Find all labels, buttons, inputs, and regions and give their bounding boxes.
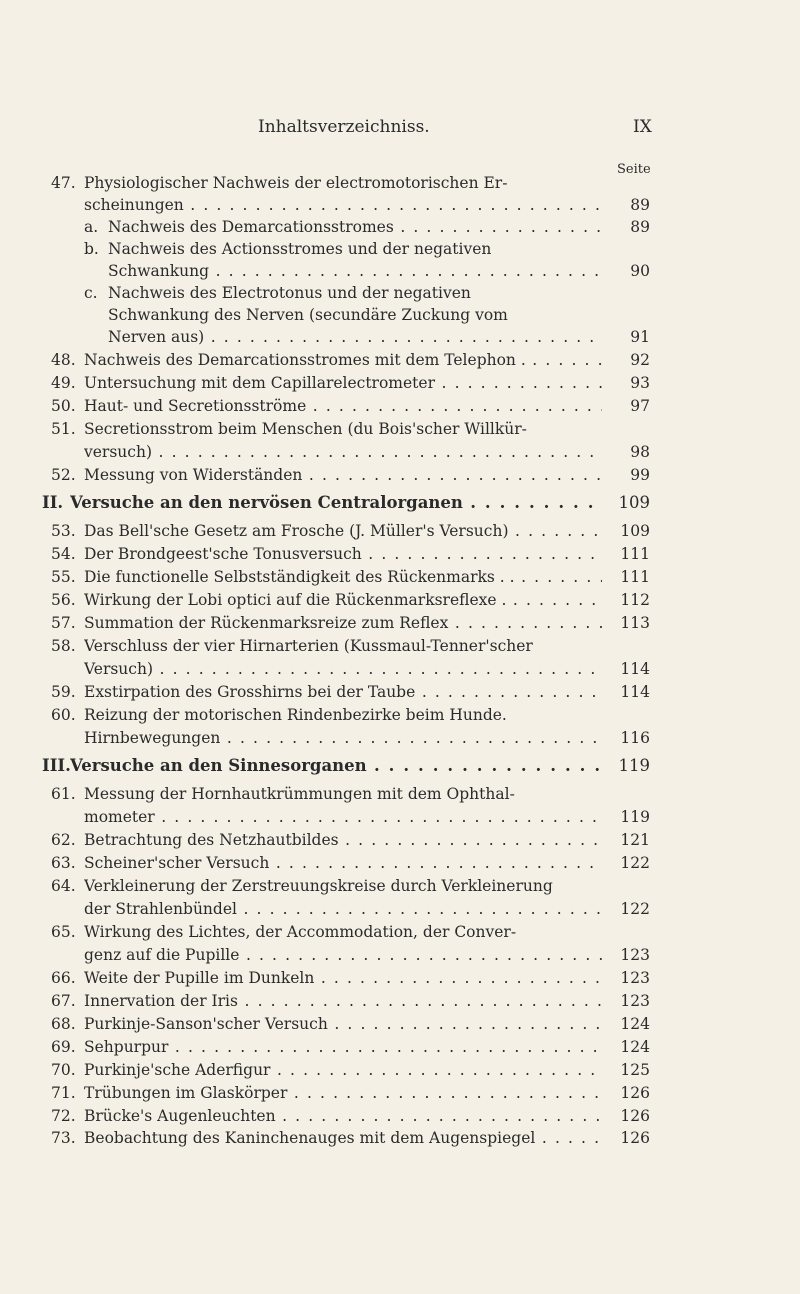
toc-entry-text-with-leader <box>84 194 602 216</box>
toc-entry-number: 47. <box>51 174 76 192</box>
toc-entry-text-with-leader <box>84 990 602 1012</box>
toc-entry-number: 71. <box>51 1084 76 1102</box>
toc-entry-text-with-leader <box>84 1036 602 1058</box>
toc-entry-number: 65. <box>51 923 76 941</box>
toc-entry-page: 89 <box>630 218 650 236</box>
running-header-title: Inhaltsverzeichniss. <box>258 117 430 137</box>
toc-entry-number: 55. <box>51 568 76 586</box>
toc-entry-text-with-leader <box>84 172 602 194</box>
toc-entry-text-with-leader <box>108 282 602 304</box>
toc-entry-text: Reizung der motorischen Rindenbezirke beim Hunde. <box>84 706 507 724</box>
toc-entry-number: c. <box>84 284 98 302</box>
toc-entry-number: 51. <box>51 420 76 438</box>
toc-entry-text-with-leader <box>84 1059 602 1081</box>
toc-section-heading <box>0 492 800 514</box>
toc-entry-number: b. <box>84 240 99 258</box>
toc-entry-text: Sehpurpur <box>84 1038 169 1056</box>
toc-entry-text-with-leader <box>84 783 602 805</box>
toc-entry-text-with-leader <box>84 704 602 726</box>
toc-entry-text-with-leader <box>84 349 602 371</box>
toc-entry-line <box>0 349 800 371</box>
toc-entry-text: Wirkung der Lobi optici auf die Rückenmarksreflexe . <box>84 591 507 609</box>
toc-entry-text-with-leader <box>84 612 602 634</box>
toc-entry-text: Purkinje-Sanson'scher Versuch <box>84 1015 328 1033</box>
toc-entry-text: Scheiner'scher Versuch <box>84 854 270 872</box>
toc-entry-text-with-leader <box>108 238 602 260</box>
toc-entry-page: 124 <box>620 1015 650 1033</box>
toc-entry-page: 98 <box>630 443 650 461</box>
toc-entry-text: Haut- und Secretionsströme <box>84 397 307 415</box>
toc-entry-number: 49. <box>51 374 76 392</box>
toc-entry-text-with-leader <box>84 852 602 874</box>
toc-entry-number: 50. <box>51 397 76 415</box>
toc-entry-text: Versuch) <box>84 660 154 678</box>
toc-entry-number: 59. <box>51 683 76 701</box>
toc-entry-page: 126 <box>620 1084 650 1102</box>
toc-entry-page: 90 <box>630 262 650 280</box>
toc-entry-text-with-leader <box>70 755 602 777</box>
toc-entry-text: Messung der Hornhautkrümmungen mit dem Ophthal- <box>84 785 515 803</box>
toc-entry-line <box>0 612 800 634</box>
toc-entry-text-with-leader <box>84 681 602 703</box>
toc-entry-number: 72. <box>51 1107 76 1125</box>
toc-entry-text-with-leader <box>108 260 602 282</box>
toc-entry-text: Purkinje'sche Aderfigur <box>84 1061 271 1079</box>
toc-entry-number: a. <box>84 218 99 236</box>
toc-entry-page: 109 <box>620 522 650 540</box>
toc-entry-line <box>0 172 800 194</box>
toc-entry-text: Summation der Rückenmarksreize zum Reflex <box>84 614 449 632</box>
toc-entry-number: 63. <box>51 854 76 872</box>
toc-entry-number: 52. <box>51 466 76 484</box>
toc-entry-page: 91 <box>630 328 650 346</box>
toc-entry-text-with-leader <box>84 543 602 565</box>
toc-entry-text: Schwankung des Nerven (secundäre Zuckung vom <box>108 306 508 324</box>
toc-entry-text-with-leader <box>84 635 602 657</box>
toc-entry-line <box>0 829 800 851</box>
toc-entry-line <box>0 282 800 304</box>
toc-entry-line <box>0 464 800 486</box>
toc-entry-page: 123 <box>620 992 650 1010</box>
toc-entry-page: 116 <box>620 729 650 747</box>
toc-entry-line <box>0 1036 800 1058</box>
toc-entry-line <box>0 372 800 394</box>
toc-entry-number: 54. <box>51 545 76 563</box>
toc-entry-text-with-leader <box>84 898 602 920</box>
toc-entry-line <box>0 921 800 943</box>
toc-entry-number: 66. <box>51 969 76 987</box>
toc-entry-text: Exstirpation des Grosshirns bei der Taube <box>84 683 416 701</box>
toc-entry-line <box>0 635 800 657</box>
toc-entry-text: scheinungen <box>84 196 184 214</box>
toc-entry-line <box>0 543 800 565</box>
toc-entry-text-with-leader <box>84 806 602 828</box>
toc-entry-text-with-leader <box>84 464 602 486</box>
toc-entry-page: 89 <box>630 196 650 214</box>
toc-entry-page: 119 <box>618 756 650 775</box>
toc-entry-text: Der Brondgeest'sche Tonusversuch <box>84 545 362 563</box>
toc-entry-line <box>0 806 800 828</box>
toc-entry-page: 123 <box>620 946 650 964</box>
toc-entry-text: der Strahlenbündel <box>84 900 237 918</box>
toc-entry-text: versuch) <box>84 443 152 461</box>
toc-entry-text-with-leader <box>84 658 602 680</box>
toc-entry-text-with-leader <box>70 492 602 514</box>
toc-entry-text: Versuche an den nervösen Centralorganen <box>70 493 463 512</box>
toc-entry-line <box>0 1013 800 1035</box>
toc-entry-text: Nachweis des Demarcationsstromes <box>108 218 394 236</box>
toc-entry-number: 69. <box>51 1038 76 1056</box>
toc-entry-number: 62. <box>51 831 76 849</box>
toc-entry-text: Verkleinerung der Zerstreuungskreise durch Verkleinerung <box>84 877 553 895</box>
toc-entry-text-with-leader <box>84 1013 602 1035</box>
toc-entry-page: 123 <box>620 969 650 987</box>
toc-entry-line <box>0 441 800 463</box>
toc-entry-line <box>0 566 800 588</box>
toc-entry-text-with-leader <box>84 944 602 966</box>
toc-entry-number: 68. <box>51 1015 76 1033</box>
toc-entry-text-with-leader <box>84 589 602 611</box>
toc-entry-text-with-leader <box>84 727 602 749</box>
toc-entry-number: III. <box>42 756 71 775</box>
toc-entry-text: Beobachtung des Kaninchenauges mit dem Augenspiegel <box>84 1129 536 1147</box>
toc-entry-number: 53. <box>51 522 76 540</box>
toc-entry-text: Versuche an den Sinnesorganen <box>70 756 367 775</box>
toc-entry-page: 126 <box>620 1107 650 1125</box>
toc-entry-line <box>0 326 800 348</box>
toc-entry-page: 109 <box>618 493 650 512</box>
toc-entry-text: Wirkung des Lichtes, der Accommodation, der Conver- <box>84 923 517 941</box>
running-header-page-number: IX <box>633 117 652 137</box>
toc-entry-line <box>0 727 800 749</box>
toc-entry-page: 99 <box>630 466 650 484</box>
toc-entry-line <box>0 520 800 542</box>
toc-entry-page: 111 <box>620 568 650 586</box>
toc-entry-page: 122 <box>620 900 650 918</box>
toc-entry-text: Nerven aus) <box>108 328 205 346</box>
toc-entry-line <box>0 194 800 216</box>
toc-entry-page: 113 <box>620 614 650 632</box>
toc-entry-line <box>0 1082 800 1104</box>
toc-entry-text: Trübungen im Glaskörper <box>84 1084 288 1102</box>
toc-entry-text: Innervation der Iris <box>84 992 238 1010</box>
toc-entry-text-with-leader <box>84 372 602 394</box>
toc-entry-line <box>0 418 800 440</box>
toc-entry-page: 125 <box>620 1061 650 1079</box>
toc-entry-line <box>0 783 800 805</box>
toc-entry-line <box>0 304 800 326</box>
toc-entry-text-with-leader <box>108 304 602 326</box>
toc-entry-text: Das Bell'sche Gesetz am Frosche (J. Müller's Versuch) <box>84 522 509 540</box>
toc-entry-page: 114 <box>620 683 650 701</box>
toc-entry-line <box>0 1105 800 1127</box>
toc-entry-page: 112 <box>620 591 650 609</box>
toc-entry-text: Untersuchung mit dem Capillarelectrometer <box>84 374 435 392</box>
toc-section-heading <box>0 755 800 777</box>
toc-entry-line <box>0 944 800 966</box>
toc-entry-number: 67. <box>51 992 76 1010</box>
toc-entry-text: mometer <box>84 808 155 826</box>
toc-entry-page: 92 <box>630 351 650 369</box>
toc-entry-line <box>0 967 800 989</box>
toc-entry-number: 61. <box>51 785 76 803</box>
toc-entry-page: 121 <box>620 831 650 849</box>
toc-entry-line <box>0 681 800 703</box>
toc-entry-line <box>0 238 800 260</box>
toc-entry-text-with-leader <box>108 216 602 238</box>
toc-entry-text-with-leader <box>84 566 602 588</box>
toc-entry-page: 114 <box>620 660 650 678</box>
toc-entry-number: 73. <box>51 1129 76 1147</box>
toc-entry-text: Verschluss der vier Hirnarterien (Kussmaul-Tenner'scher <box>84 637 533 655</box>
toc-entry-page: 122 <box>620 854 650 872</box>
toc-entry-text-with-leader <box>84 520 602 542</box>
toc-entry-text: Die functionelle Selbstständigkeit des Rückenmarks . . <box>84 568 515 586</box>
toc-entry-text: Schwankung <box>108 262 210 280</box>
toc-entry-page: 93 <box>630 374 650 392</box>
toc-entry-text: Messung von Widerständen <box>84 466 303 484</box>
toc-entry-text-with-leader <box>84 875 602 897</box>
toc-entry-line <box>0 260 800 282</box>
toc-entry-text-with-leader <box>84 395 602 417</box>
toc-entry-page: 124 <box>620 1038 650 1056</box>
toc-entry-line <box>0 852 800 874</box>
toc-entry-text: Weite der Pupille im Dunkeln <box>84 969 315 987</box>
toc-entry-line <box>0 990 800 1012</box>
toc-entry-text-with-leader <box>84 1082 602 1104</box>
toc-entry-text-with-leader <box>84 1105 602 1127</box>
toc-entry-page: 97 <box>630 397 650 415</box>
toc-entry-number: II. <box>42 493 64 512</box>
toc-entry-text: Nachweis des Electrotonus und der negativen <box>108 284 471 302</box>
toc-entry-line <box>0 898 800 920</box>
toc-entry-text: Physiologischer Nachweis der electromotorischen Er- <box>84 174 508 192</box>
toc-entry-text-with-leader <box>84 418 602 440</box>
toc-entry-text-with-leader <box>84 967 602 989</box>
toc-entry-number: 48. <box>51 351 76 369</box>
toc-entry-number: 60. <box>51 706 76 724</box>
toc-entry-text-with-leader <box>84 829 602 851</box>
toc-entry-page: 119 <box>620 808 650 826</box>
toc-entry-number: 56. <box>51 591 76 609</box>
toc-entry-line <box>0 658 800 680</box>
page-column-label: Seite <box>617 162 651 177</box>
toc-entry-line <box>0 1127 800 1149</box>
toc-entry-number: 64. <box>51 877 76 895</box>
toc-entry-line <box>0 704 800 726</box>
toc-entry-text: Secretionsstrom beim Menschen (du Bois'scher Willkür- <box>84 420 527 438</box>
toc-entry-text: Betrachtung des Netzhautbildes <box>84 831 339 849</box>
toc-entry-text: genz auf die Pupille <box>84 946 240 964</box>
toc-entry-text-with-leader <box>108 326 602 348</box>
toc-entry-line <box>0 589 800 611</box>
toc-entry-text-with-leader <box>84 441 602 463</box>
toc-entry-text: Brücke's Augenleuchten <box>84 1107 276 1125</box>
toc-entry-number: 70. <box>51 1061 76 1079</box>
toc-entry-text-with-leader <box>84 921 602 943</box>
toc-entry-text-with-leader <box>84 1127 602 1149</box>
toc-entry-line <box>0 216 800 238</box>
toc-entry-text: Hirnbewegungen <box>84 729 221 747</box>
toc-entry-number: 57. <box>51 614 76 632</box>
toc-entry-line <box>0 395 800 417</box>
toc-entry-number: 58. <box>51 637 76 655</box>
toc-entry-text: Nachweis des Actionsstromes und der negativen <box>108 240 492 258</box>
toc-entry-line <box>0 875 800 897</box>
toc-entry-page: 126 <box>620 1129 650 1147</box>
toc-entry-page: 111 <box>620 545 650 563</box>
toc-entry-text: Nachweis des Demarcationsstromes mit dem Telephon . <box>84 351 526 369</box>
toc-entry-line <box>0 1059 800 1081</box>
